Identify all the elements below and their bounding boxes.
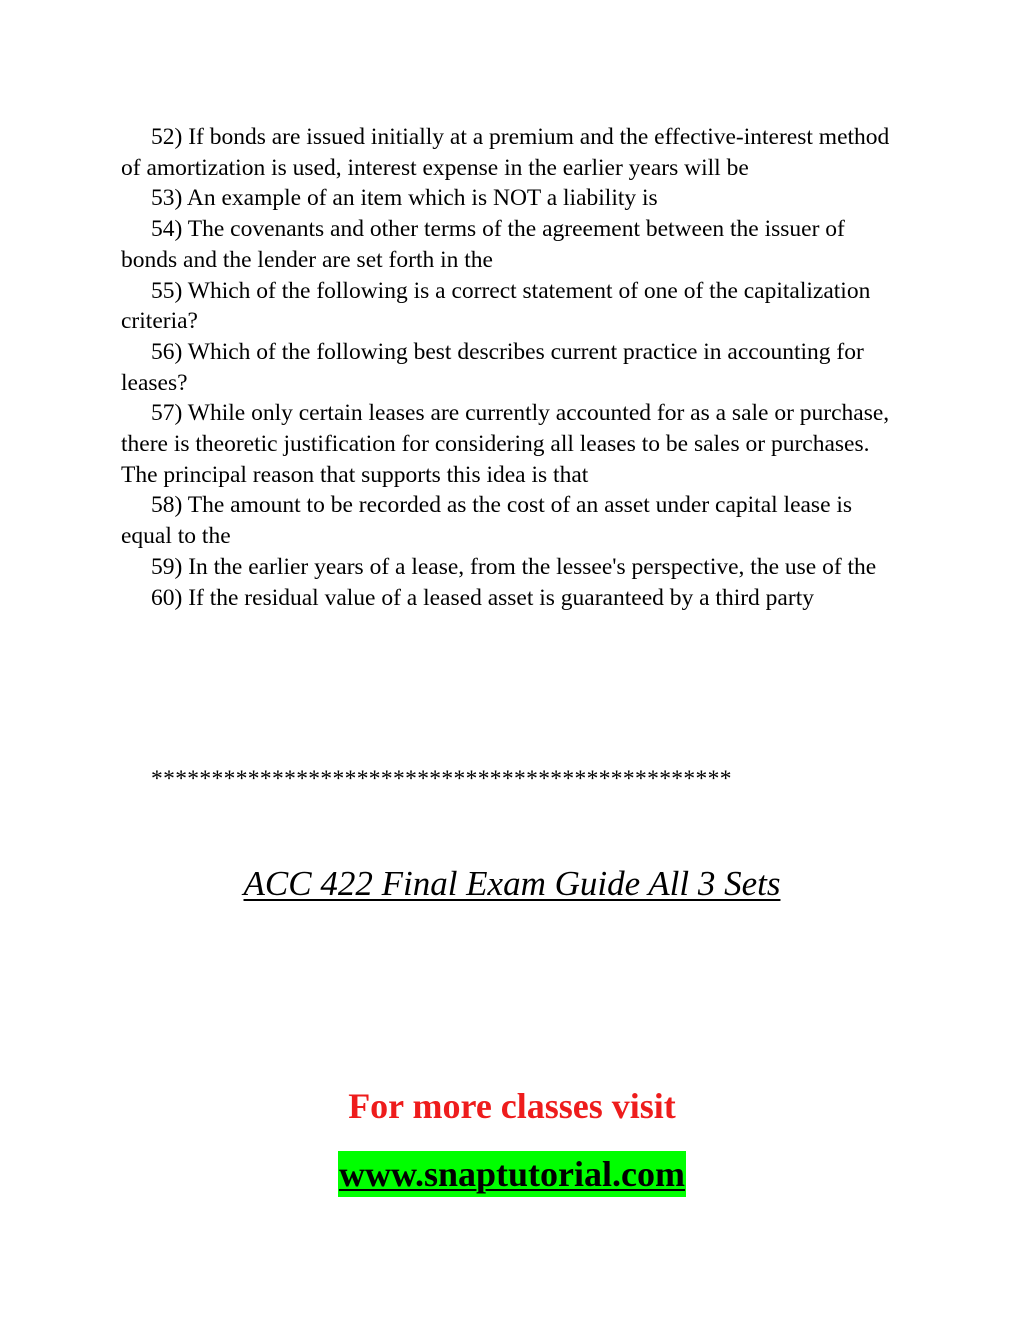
promo-heading: For more classes visit xyxy=(348,1086,676,1126)
question-item: 58) The amount to be recorded as the cost of an asset under capital lease is equal to the xyxy=(121,492,853,550)
question-item: 59) In the earlier years of a lease, from the lessee's perspective, the use of the xyxy=(151,553,877,580)
question-item: 57) While only certain leases are currently accounted for as a sale or purchase, there is theoretic justification for considering all leases to be sales or purchases. The principal reason that supports this idea is that xyxy=(121,400,890,488)
site-link[interactable]: www.snaptutorial.com xyxy=(338,1151,686,1197)
question-item: 52) If bonds are issued initially at a premium and the effective-interest method of amortization is used, interest expense in the earlier years will be xyxy=(121,124,890,181)
question-item: 60) If the residual value of a leased asset is guaranteed by a third party xyxy=(151,584,814,611)
question-item: 56) Which of the following best describes current practice in accounting for leases? xyxy=(121,338,864,396)
question-item: 55) Which of the following is a correct statement of one of the capitalization criteria? xyxy=(121,277,871,335)
question-list xyxy=(121,122,896,613)
guide-title-link[interactable]: ACC 422 Final Exam Guide All 3 Sets xyxy=(243,864,781,903)
promo-site-container xyxy=(0,1151,1024,1197)
asterisk-separator: ************************************************ xyxy=(151,766,732,792)
question-item: 53) An example of an item which is NOT a liability is xyxy=(151,185,658,212)
question-item: 54) The covenants and other terms of the agreement between the issuer of bonds and the lender are set forth in the xyxy=(121,216,845,273)
